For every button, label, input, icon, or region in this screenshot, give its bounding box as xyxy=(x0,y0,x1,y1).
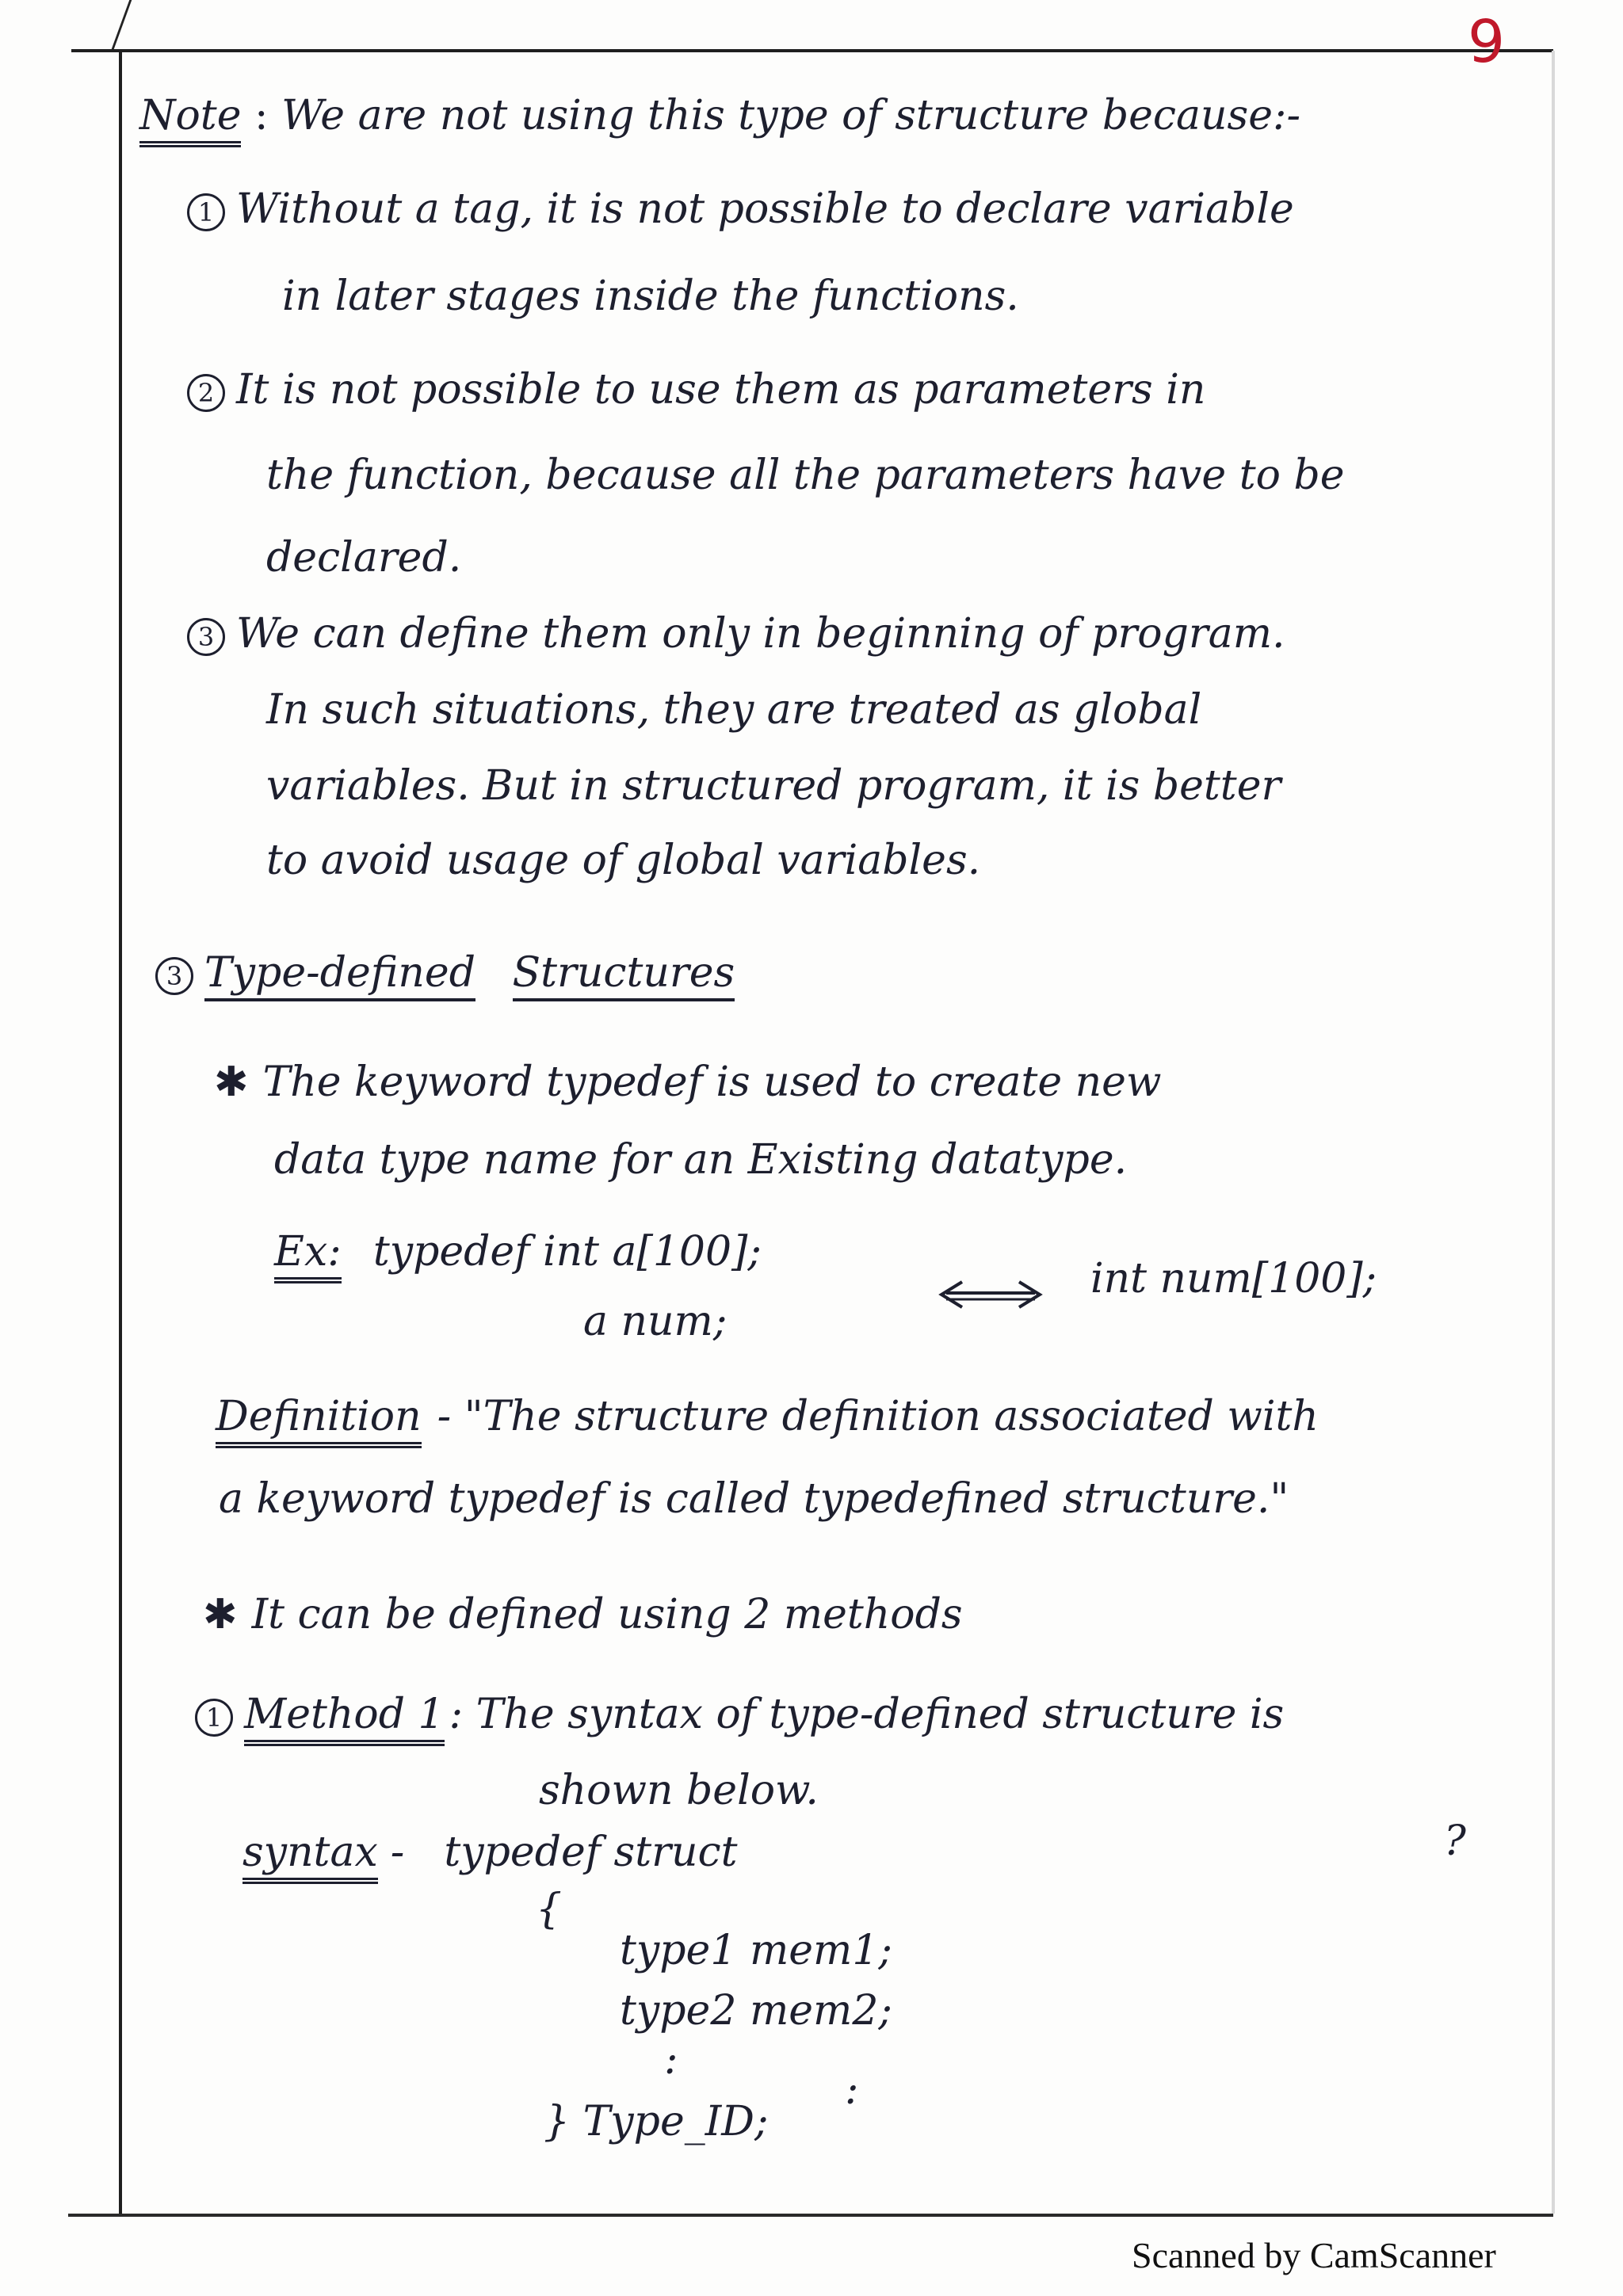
example-code-2: a num; xyxy=(583,1298,727,1345)
page-left-margin-line xyxy=(119,51,122,2214)
note-point-3-line-2: In such situations, they are treated as global xyxy=(266,686,1202,734)
section-title-part-2: Structures xyxy=(513,949,735,1001)
bullet-1-line-1: ✱ The keyword typedef is used to create new xyxy=(214,1058,1162,1106)
definition-label: Definition xyxy=(216,1393,422,1448)
note-heading-line: Note : We are not using this type of structure because:- xyxy=(139,93,1300,139)
page-number: 9 xyxy=(1468,8,1506,76)
page-bottom-border xyxy=(68,2214,1553,2217)
note-point-3-line-1: 3 We can define them only in beginning of program. xyxy=(187,612,1285,657)
method-1-line-1: 1 Method 1 : The syntax of type-defined structure is xyxy=(195,1692,1284,1737)
section-number: 3 xyxy=(155,957,193,995)
note-intro: We are not using this type of structure because:- xyxy=(281,92,1301,139)
method-1-label: Method 1 xyxy=(244,1691,445,1746)
note-point-2-line-3: declared. xyxy=(266,534,462,582)
definition-line-1: Definition - "The structure definition associated with xyxy=(216,1394,1319,1440)
point-1-number: 1 xyxy=(187,193,225,231)
syntax-head: typedef struct xyxy=(444,1829,738,1876)
scanner-watermark: Scanned by CamScanner xyxy=(1132,2235,1496,2275)
note-point-2-line-1: 2 It is not possible to use them as parameters in xyxy=(187,368,1205,413)
syntax-line: syntax - typedef struct xyxy=(242,1830,737,1875)
note-label: Note xyxy=(139,92,241,147)
syntax-close: } Type_ID; xyxy=(544,2098,769,2145)
method-1-number: 1 xyxy=(195,1699,233,1737)
point-2-number: 2 xyxy=(187,374,225,412)
definition-line-2: a keyword typedef is called typedefined structure." xyxy=(219,1475,1289,1523)
page-right-margin-line xyxy=(1552,51,1555,2214)
syntax-label: syntax xyxy=(242,1829,378,1884)
section-heading xyxy=(155,951,735,996)
corner-mark xyxy=(64,0,132,49)
syntax-dots-2: : xyxy=(845,2066,859,2114)
syntax-open-brace: { xyxy=(536,1886,563,1933)
note-point-1-line-1: 1 Without a tag, it is not possible to declare variable xyxy=(187,187,1294,232)
page-top-border xyxy=(71,49,1553,52)
example-line-1 xyxy=(274,1230,762,1275)
star-bullet-icon: ✱ xyxy=(214,1058,249,1106)
example-equivalent: int num[100]; xyxy=(1090,1255,1377,1302)
note-point-3-line-4: to avoid usage of global variables. xyxy=(266,837,981,884)
star-bullet-icon: ✱ xyxy=(203,1591,238,1638)
syntax-dots-1: : xyxy=(664,2036,678,2084)
bullet-2: ✱ It can be defined using 2 methods xyxy=(203,1591,963,1638)
bullet-1-line-2: data type name for an Existing datatype. xyxy=(274,1136,1128,1184)
method-1-line-2: shown below. xyxy=(539,1767,819,1814)
question-mark: ? xyxy=(1444,1817,1466,1865)
syntax-member-1: type1 mem1; xyxy=(620,1927,892,1974)
note-point-1-line-2: in later stages inside the functions. xyxy=(282,273,1019,320)
syntax-member-2: type2 mem2; xyxy=(620,1987,892,2035)
double-arrow-icon xyxy=(935,1277,1046,1309)
point-3-number: 3 xyxy=(187,618,225,656)
section-title-part-1: Type-defined xyxy=(204,949,475,1001)
example-label: Ex: xyxy=(274,1228,342,1283)
note-point-3-line-3: variables. But in structured program, it is better xyxy=(266,762,1281,810)
example-code-1: typedef int a[100]; xyxy=(372,1228,762,1276)
note-point-2-line-2: the function, because all the parameters have to be xyxy=(266,452,1345,499)
